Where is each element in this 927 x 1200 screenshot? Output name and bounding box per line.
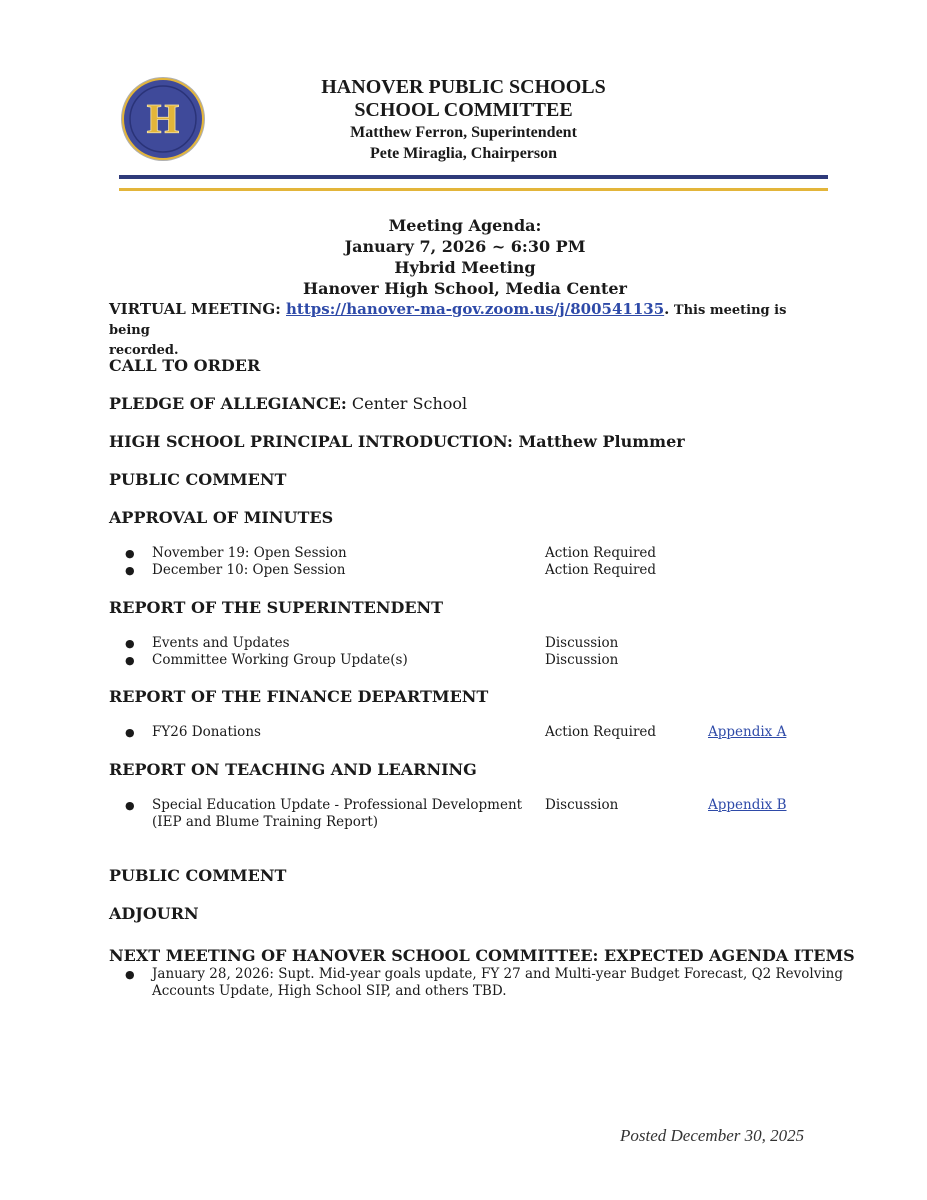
principal-intro-heading: HIGH SCHOOL PRINCIPAL INTRODUCTION: Matthew Plummer — [109, 432, 685, 451]
meeting-title: Meeting Agenda: — [388, 216, 542, 235]
list-item: January 28, 2026: Supt. Mid-year goals update, FY 27 and Multi-year Budget Forecast, Q2 Revolving — [152, 966, 844, 982]
list-item: Events and Updates — [152, 635, 290, 651]
pledge-value: Center School — [346, 394, 468, 413]
bullet-icon: ● — [125, 968, 135, 981]
list-item: November 19: Open Session — [152, 545, 347, 561]
appendix-a-link[interactable]: Appendix A — [708, 724, 787, 740]
list-item: Committee Working Group Update(s) — [152, 652, 408, 668]
posted-date: Posted December 30, 2025 — [620, 1126, 805, 1145]
meeting-date-time: January 7, 2026 ~ 6:30 PM — [344, 237, 586, 256]
item-status: Discussion — [545, 652, 619, 668]
virtual-meeting-label: VIRTUAL MEETING: — [109, 300, 281, 318]
public-comment-heading-2: PUBLIC COMMENT — [109, 866, 287, 885]
list-item: December 10: Open Session — [152, 562, 346, 578]
item-status: Action Required — [545, 562, 657, 578]
list-item-cont: (IEP and Blume Training Report) — [152, 814, 379, 830]
meeting-location: Hanover High School, Media Center — [303, 279, 627, 298]
item-status: Action Required — [545, 724, 657, 740]
svg-text:H: H — [146, 97, 180, 143]
appendix-b-link[interactable]: Appendix B — [708, 797, 787, 813]
virtual-punct: . — [664, 300, 670, 318]
chairperson-name: Pete Miraglia, Chairperson — [369, 145, 558, 162]
item-status: Action Required — [545, 545, 657, 561]
recording-note-cont: recorded. — [109, 343, 179, 358]
adjourn-heading: ADJOURN — [109, 904, 199, 923]
committee-name: SCHOOL COMMITTEE — [354, 99, 573, 121]
header-rule-gold — [119, 188, 828, 191]
teaching-learning-heading: REPORT ON TEACHING AND LEARNING — [109, 760, 477, 779]
next-meeting-heading: NEXT MEETING OF HANOVER SCHOOL COMMITTEE: EXPECTED AGENDA ITEMS — [109, 946, 855, 965]
bullet-icon: ● — [125, 564, 135, 577]
bullet-icon: ● — [125, 637, 135, 650]
list-item: FY26 Donations — [152, 724, 261, 740]
header-rule-navy — [119, 175, 828, 179]
bullet-icon: ● — [125, 799, 135, 812]
call-to-order-heading: CALL TO ORDER — [109, 356, 261, 375]
recording-note: This meeting is being — [109, 303, 787, 338]
bullet-icon: ● — [125, 726, 135, 739]
list-item: Special Education Update - Professional Development — [152, 797, 523, 813]
item-status: Discussion — [545, 635, 619, 651]
bullet-icon: ● — [125, 654, 135, 667]
item-status: Discussion — [545, 797, 619, 813]
finance-report-heading: REPORT OF THE FINANCE DEPARTMENT — [109, 687, 489, 706]
meeting-type: Hybrid Meeting — [394, 258, 536, 277]
superintendent-name: Matthew Ferron, Superintendent — [350, 124, 577, 141]
virtual-meeting-line — [109, 300, 809, 360]
pledge-label: PLEDGE OF ALLEGIANCE: — [109, 394, 347, 413]
bullet-icon: ● — [125, 547, 135, 560]
approval-minutes-heading: APPROVAL OF MINUTES — [109, 508, 334, 527]
pledge-heading — [109, 394, 467, 413]
list-item-cont: Accounts Update, High School SIP, and others TBD. — [152, 983, 507, 999]
superintendent-report-heading: REPORT OF THE SUPERINTENDENT — [109, 598, 444, 617]
org-name: HANOVER PUBLIC SCHOOLS — [321, 76, 606, 98]
zoom-link[interactable]: https://hanover-ma-gov.zoom.us/j/800541135 — [286, 300, 665, 318]
public-comment-heading-1: PUBLIC COMMENT — [109, 470, 287, 489]
